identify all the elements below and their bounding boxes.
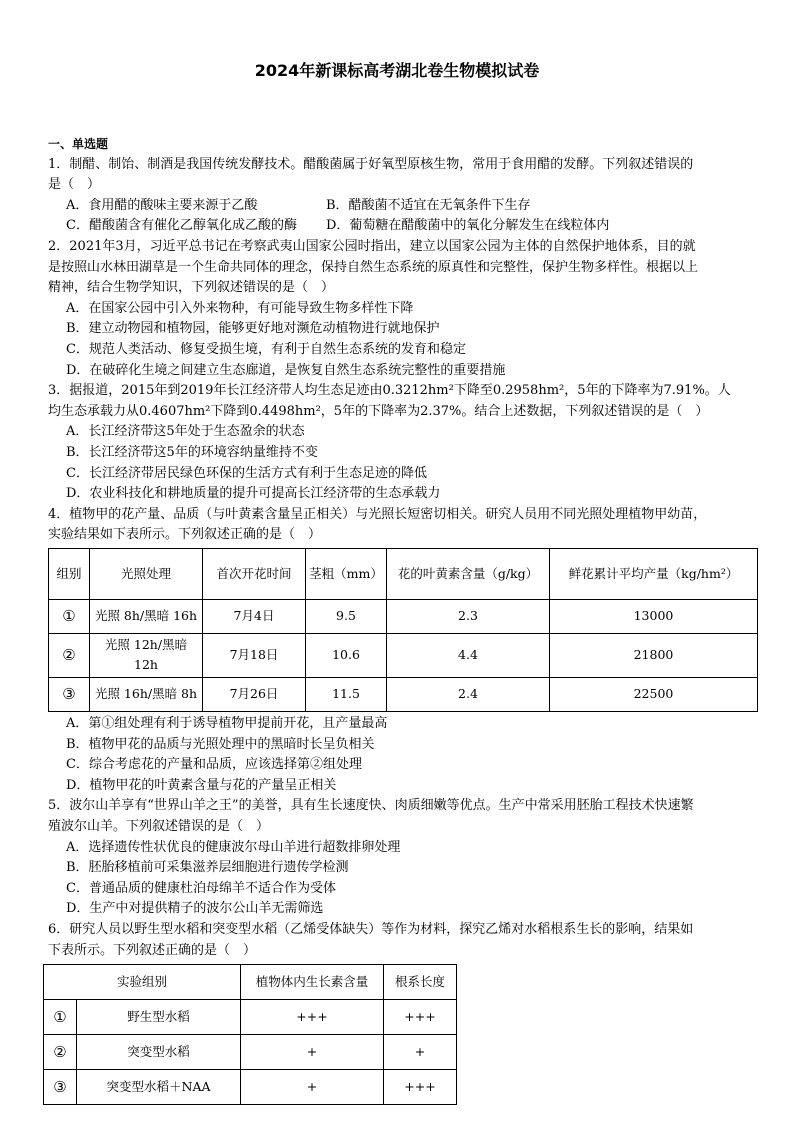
table-cell: 7月26日 (203, 678, 306, 712)
option-d: D．生产中对提供精子的波尔公山羊无需筛选 (66, 901, 324, 917)
option-b: B．长江经济带这5年的环境容纳量维持不变 (66, 444, 318, 460)
question-stem-line: 实验结果如下表所示。下列叙述正确的是（ ） (48, 527, 322, 543)
option-b: B．醋酸菌不适宜在无氧条件下生存 (326, 197, 531, 213)
option-c: C．普通品质的健康杜泊母绵羊不适合作为受体 (66, 880, 336, 896)
table-header: 组别 (49, 548, 90, 599)
option-a: A．在国家公园中引入外来物种，有可能导致生物多样性下降 (66, 300, 414, 316)
option-d: D．农业科技化和耕地质量的提升可提高长江经济带的生态承载力 (66, 486, 441, 502)
table-row (44, 1035, 457, 1070)
question-stem-line: 殖波尔山羊。下列叙述错误的是（ ） (48, 819, 270, 835)
table-header: 实验组别 (44, 965, 241, 1000)
table-cell: 光照 8h/黑暗 16h (90, 599, 203, 633)
question-5 (48, 796, 758, 920)
table-cell: 13000 (550, 599, 758, 633)
question-stem-line: 3．据报道，2015年到2019年长江经济带人均生态足迹由0.3212hm²下降至0.2958hm²，5年的下降率为7.91%。人 (48, 383, 731, 399)
table-cell: ② (49, 633, 90, 677)
table-cell: ① (49, 599, 90, 633)
option-c: C．综合考虑花的产量和品质，应该选择第②组处理 (66, 757, 362, 773)
exam-body (48, 134, 758, 1105)
table-cell: 9.5 (306, 599, 387, 633)
question-4 (48, 505, 758, 797)
question-stem-line: 下表所示。下列叙述正确的是（ ） (48, 942, 257, 958)
table-header: 首次开花时间 (203, 548, 306, 599)
table-cell: 7月18日 (203, 633, 306, 677)
question-stem-line: 6．研究人员以野生型水稻和突变型水稻（乙烯受体缺失）等作为材料，探究乙烯对水稻根系生长的影响，结果如 (48, 922, 694, 937)
question-stem-line: 精神，结合生物学知识，下列叙述错误的是（ ） (48, 280, 335, 296)
table-cell: + (241, 1035, 384, 1070)
option-b: B．植物甲花的品质与光照处理中的黑暗时长呈负相关 (66, 736, 375, 752)
table-header-row (49, 548, 758, 599)
table-cell: 突变型水稻 (77, 1035, 241, 1070)
option-c: C．醋酸菌含有催化乙醇氧化成乙酸的酶 (66, 218, 297, 234)
table-header: 鲜花累计平均产量（kg/hm²） (550, 548, 758, 599)
table-header: 花的叶黄素含量（g/kg） (387, 548, 550, 599)
option-a: A．选择遗传性状优良的健康波尔母山羊进行超数排卵处理 (66, 839, 401, 855)
table-row (49, 633, 758, 677)
table-header: 光照处理 (90, 548, 203, 599)
table-cell: 22500 (550, 678, 758, 712)
option-c: C．规范人类活动、修复受损生境，有利于自然生态系统的发育和稳定 (66, 341, 466, 357)
question-3 (48, 381, 758, 505)
option-c: C．长江经济带居民绿色环保的生活方式有利于生态足迹的降低 (66, 465, 427, 481)
options-row (48, 196, 758, 217)
table-cell: +++ (384, 1070, 457, 1105)
table-cell: ① (44, 1000, 77, 1035)
option-a: A．长江经济带这5年处于生态盈余的状态 (66, 424, 305, 440)
table-cell: 21800 (550, 633, 758, 677)
table-cell: 光照 12h/黑暗 12h (90, 633, 203, 677)
exam-title: 2024年新课标高考湖北卷生物模拟试卷 (254, 61, 540, 80)
option-d: D．在破碎化生境之间建立生态廊道，是恢复自然生态系统完整性的重要措施 (66, 362, 506, 378)
option-d: D．植物甲花的叶黄素含量与花的产量呈正相关 (66, 777, 337, 793)
table-cell: 7月4日 (203, 599, 306, 633)
table-cell: + (241, 1070, 384, 1105)
table-cell: ③ (49, 678, 90, 712)
table-cell: 10.6 (306, 633, 387, 677)
section-heading: 一、单选题 (48, 137, 109, 151)
table-cell: 11.5 (306, 678, 387, 712)
question-stem-line: 2．2021年3月，习近平总书记在考察武夷山国家公园时指出，建立以国家公园为主体的自然保护地体系，目的就 (48, 238, 696, 254)
question-stem-line: 均生态承载力从0.4607hm²下降到0.4498hm²，5年的下降率为2.37%。结合上述数据，下列叙述错误的是（ ） (48, 403, 709, 419)
table-cell: 光照 16h/黑暗 8h (90, 678, 203, 712)
table-cell: 2.3 (387, 599, 550, 633)
table-cell: ③ (44, 1070, 77, 1105)
question-stem-line: 是按照山水林田湖草是一个生命共同体的理念，保持自然生态系统的原真性和完整性，保护生物多样性。根据以上 (48, 259, 699, 275)
table-header-row (44, 965, 457, 1000)
question-stem-line: 1．制醋、制饴、制酒是我国传统发酵技术。醋酸菌属于好氧型原核生物，常用于食用醋的发酵。下列叙述错误的 (48, 156, 694, 172)
question-1 (48, 155, 758, 237)
table-row (49, 599, 758, 633)
table-header: 根系长度 (384, 965, 457, 1000)
table-cell: 突变型水稻＋NAA (77, 1070, 241, 1105)
results-table-1 (48, 548, 758, 712)
question-stem-line: 4．植物甲的花产量、品质（与叶黄素含量呈正相关）与光照长短密切相关。研究人员用不同光照处理植物甲幼苗， (48, 506, 707, 522)
option-b: B．胚胎移植前可采集滋养层细胞进行遗传学检测 (66, 860, 349, 876)
table-row (44, 1000, 457, 1035)
table-cell: 4.4 (387, 633, 550, 677)
question-stem-line: 是（ ） (48, 177, 101, 193)
question-2 (48, 237, 758, 381)
results-table-2 (43, 964, 457, 1105)
table-header: 茎粗（mm） (306, 548, 387, 599)
question-stem-line: 5．波尔山羊享有“世界山羊之王”的美誉，具有生长速度快、肉质细嫩等优点。生产中常采用胚胎工程技术快速繁 (48, 798, 694, 814)
table-cell: ② (44, 1035, 77, 1070)
option-b: B．建立动物园和植物园，能够更好地对濒危动植物进行就地保护 (66, 321, 440, 337)
option-d: D．葡萄糖在醋酸菌中的氧化分解发生在线粒体内 (326, 218, 610, 234)
table-cell: 野生型水稻 (77, 1000, 241, 1035)
table-header: 植物体内生长素含量 (241, 965, 384, 1000)
question-6 (48, 920, 758, 1105)
option-a: A．食用醋的酸味主要来源于乙酸 (66, 197, 258, 213)
table-cell: 2.4 (387, 678, 550, 712)
table-cell: +++ (384, 1000, 457, 1035)
table-row (49, 678, 758, 712)
option-a: A．第①组处理有利于诱导植物甲提前开花，且产量最高 (66, 716, 388, 732)
options-row (48, 216, 758, 237)
table-cell: +++ (241, 1000, 384, 1035)
table-cell: + (384, 1035, 457, 1070)
table-row (44, 1070, 457, 1105)
